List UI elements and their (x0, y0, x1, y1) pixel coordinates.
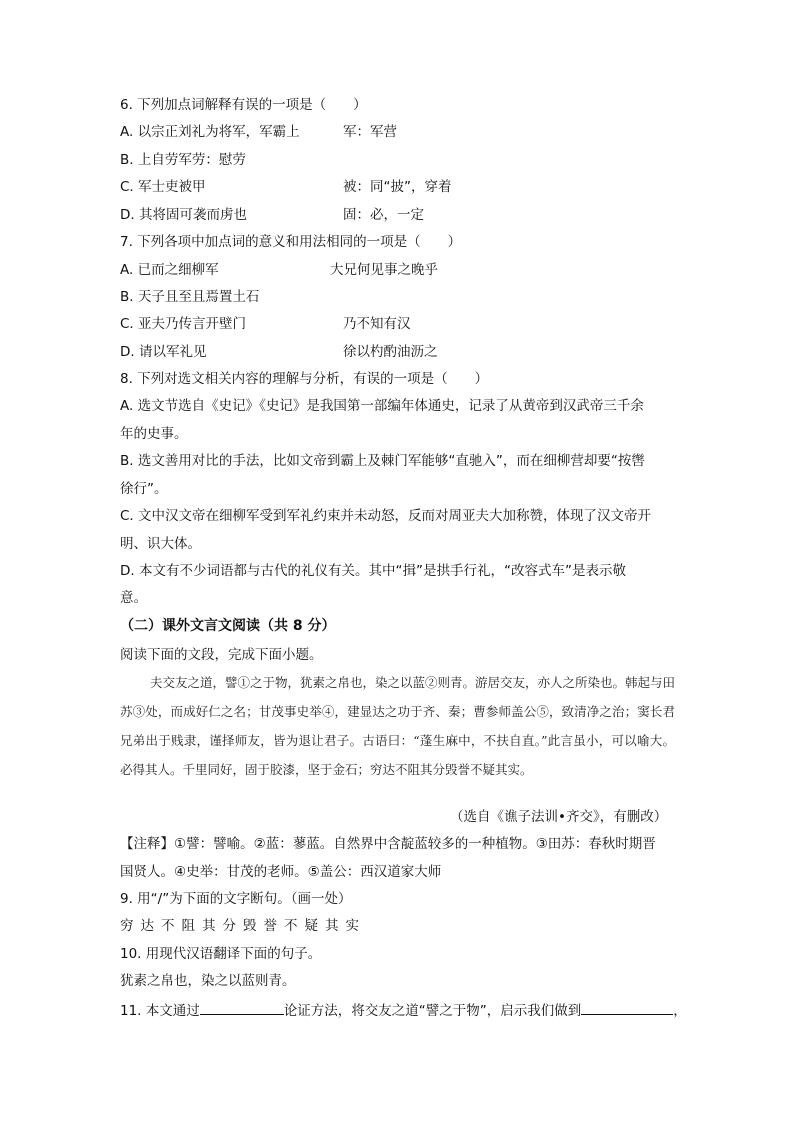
q8-option-d-line2: 意。 (120, 590, 147, 606)
q7-option-a-pair: 大兄何见事之晚乎 (330, 262, 438, 278)
q8-option-b-line1: B. 选文善用对比的手法，比如文帝到霸上及棘门军能够“直驰入”，而在细柳营却要“按辔 (120, 453, 645, 469)
q8-option-b-line2: 徐行”。 (120, 481, 168, 497)
q11-part1: 11. 本文通过 (120, 1003, 200, 1019)
q11-line (120, 1000, 687, 1020)
section-heading: （二）课外文言文阅读（共 8 分） (120, 618, 336, 634)
q6-option-c: C. 军士吏被甲 (120, 179, 206, 195)
section-instruction: 阅读下面的文段，完成下面小题。 (120, 647, 323, 663)
q9-text: 穷达不阻其分毁誉不疑其实 (120, 918, 366, 934)
q7-option-d-pair: 徐以杓酌油沥之 (343, 344, 438, 360)
q8-option-a-line2: 年的史事。 (120, 426, 188, 442)
q10-sentence: 犹素之帛也，染之以蓝则青。 (120, 973, 296, 989)
q7-option-c-pair: 乃不知有汉 (343, 316, 411, 332)
q7-option-d: D. 请以军礼见 (120, 344, 207, 360)
q11-blank-2[interactable] (581, 1000, 673, 1015)
q8-option-d-line1: D. 本文有不少词语都与古代的礼仪有关。其中“揖”是拱手行礼，“改容式车”是表示敬 (120, 563, 626, 579)
q7-option-c: C. 亚夫乃传言开壁门 (120, 316, 247, 332)
q6-stem: 6. 下列加点词解释有误的一项是（ ） (120, 97, 367, 113)
q7-stem: 7. 下列各项中加点词的意义和用法相同的一项是（ ） (120, 234, 462, 250)
q6-option-d-gloss: 固：必，一定 (343, 207, 424, 223)
passage-source: （选自《谯子法训•齐交》，有删改） (450, 809, 668, 825)
q6-option-d: D. 其将固可袭而虏也 (120, 207, 247, 223)
q11-part3: ， (673, 1003, 687, 1019)
q11-blank-1[interactable] (200, 1000, 284, 1015)
q9-stem: 9. 用“/”为下面的文字断句。（画一处） (120, 891, 352, 907)
annotation-line2: 国贤人。④史举：甘茂的老师。⑤盖公：西汉道家大师 (120, 864, 442, 880)
annotation-line1: 【注释】①譬：譬喻。②蓝：蓼蓝。自然界中含靛蓝较多的一种植物。③田苏：春秋时期晋 (120, 836, 656, 852)
q8-option-c-line2: 明、识大体。 (120, 536, 201, 552)
q7-option-a: A. 已而之细柳军 (120, 262, 219, 278)
q6-option-a: A. 以宗正刘礼为将军，军霸上 (120, 124, 300, 140)
classical-passage: 夫交友之道，譬①之于物，犹素之帛也，染之以蓝②则青。游居交友，亦人之所染也。韩起与田苏③处，而成好仁之名；甘茂事史举④，建显达之功于齐、秦；曹参师盖公⑤，致清净之治；窦长君兄弟出于贱隶，谨择师友，皆为退让君子。古语曰：“蓬生麻中，不扶自直。”此言虽小，可以喻大。必得其人。千里同好，固于胶漆，坚于金石；穷达不阻其分毁誉不疑其实。 (120, 675, 676, 777)
q10-stem: 10. 用现代汉语翻译下面的句子。 (120, 946, 322, 962)
q6-option-b: B. 上自劳军劳：慰劳 (120, 152, 246, 168)
q6-option-c-gloss: 被：同“披”，穿着 (343, 179, 452, 195)
q8-stem: 8. 下列对选文相关内容的理解与分析，有误的一项是（ ） (120, 371, 489, 387)
q7-option-b: B. 天子且至且焉置土石 (120, 289, 260, 305)
q6-option-a-gloss: 军：军营 (343, 124, 397, 140)
q8-option-a-line1: A. 选文节选自《史记》《史记》是我国第一部编年体通史，记录了从黄帝到汉武帝三千余 (120, 398, 644, 414)
q11-part2: 论证方法，将交友之道“譬之于物”，启示我们做到 (283, 1003, 582, 1019)
q8-option-c-line1: C. 文中汉文帝在细柳军受到军礼约束并未动怒，反而对周亚夫大加称赞，体现了汉文帝开 (120, 508, 652, 524)
